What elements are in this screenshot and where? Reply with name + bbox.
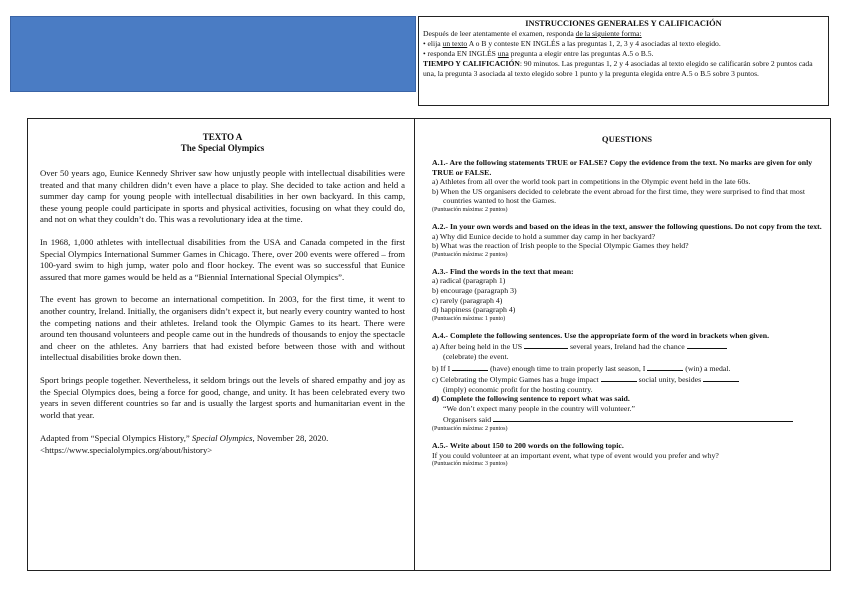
question-a4-item-a: a) After being held in the US several years, Ireland had the chance [432, 340, 822, 352]
question-a3-item-d: d) happiness (paragraph 4) [432, 305, 516, 315]
question-a2-points: (Puntuación máxima: 2 puntos) [432, 251, 508, 258]
question-a5-body: If you could volunteer at an important event, what type of event would you prefer and why? [432, 450, 719, 460]
blank-line [493, 413, 793, 422]
text-title: The Special Olympics [180, 143, 265, 153]
question-a5-heading: A.5.- Write about 150 to 200 words on the following topic. [432, 441, 624, 451]
blank-line [524, 340, 568, 349]
questions-column [432, 130, 822, 476]
text-paragraph-3: The event has grown to become an international competition. In 2003, for the first time, it went to another country, Ireland. Initially, the organisers didn’t expect it, but nearly every country wanted to host the competing nations and their athletes. Ireland took the Olympic Games to its heart. There were around ten thousand volunteers and people came out in the hundreds of thousands to enjoy the spectacle and cheer on the athletes. Any barriers that had existed before between those with and without intellectual disabilities broke down then. [40, 294, 405, 363]
blank-line [703, 373, 739, 382]
question-a4-item-d: d) Complete the following sentence to report what was said. [432, 394, 630, 404]
question-a2-item-b: b) What was the reaction of Irish people to the Special Olympic Games they held? [432, 241, 689, 251]
question-a4-quote: “We don’t expect many people in the country will volunteer.” [443, 403, 635, 413]
question-a4-heading: A.4.- Complete the following sentences. Use the appropriate form of the word in brackets when given. [432, 330, 770, 340]
text-label: TEXTO A [202, 132, 243, 142]
question-a4-item-c: c) Celebrating the Olympic Games has a huge impact social unity, besides [432, 373, 822, 385]
question-a2 [432, 222, 822, 259]
question-a1-points: (Puntuación máxima: 2 puntos) [432, 206, 508, 213]
question-a4-report-line: Organisers said [432, 413, 822, 425]
instructions-box [418, 16, 829, 106]
question-a5-points: (Puntuación máxima: 3 puntos) [432, 461, 508, 468]
question-a1-heading: A.1.- Are the following statements TRUE or FALSE? Copy the evidence from the text. No marks are given for only TRUE or FALSE. [432, 158, 813, 177]
instructions-title: INSTRUCCIONES GENERALES Y CALIFICACIÓN [525, 19, 722, 28]
blank-line [647, 362, 683, 371]
blank-line [687, 340, 727, 349]
instructions-line-1: Después de leer atentamente el examen, responda de la siguiente forma: [423, 29, 642, 38]
column-divider [414, 118, 415, 571]
question-a3 [432, 267, 822, 323]
text-source: Adapted from “Special Olympics History,” Special Olympics, November 28, 2020. <https://www.specialolympics.org/about/history> [40, 433, 329, 455]
question-a5 [432, 441, 822, 468]
question-a3-heading: A.3.- Find the words in the text that mean: [432, 266, 574, 276]
text-paragraph-1: Over 50 years ago, Eunice Kennedy Shriver saw how unjustly people with intellectual disabilities were treated and that many children didn’t even have a place to play. She decided to take action and held a summer day camp for young people with intellectual disabilities in her own backyard. In this camp, these young people could participate in sports and physical activities, focusing on what they could do, and not on what they couldn’t do. This was a revolutionary idea at the time. [40, 168, 405, 225]
question-a3-item-a: a) radical (paragraph 1) [432, 276, 506, 286]
question-a2-heading: A.2.- In your own words and based on the ideas in the text, answer the following questions. Do not copy from the text. [432, 221, 822, 231]
question-a4-points: (Puntuación máxima: 2 puntos) [432, 426, 508, 433]
question-a1 [432, 158, 822, 214]
header-blue-box [10, 16, 416, 92]
reading-text-column [40, 130, 405, 467]
question-a3-points: (Puntuación máxima: 1 punto) [432, 315, 506, 322]
instructions-line-3: • responda EN INGLÉS una pregunta a elegir entre las preguntas A.5 o B.5. [423, 49, 654, 58]
question-a3-item-b: b) encourage (paragraph 3) [432, 285, 517, 295]
question-a4-item-c-cont: (imply) economic profit for the hosting country. [443, 384, 593, 394]
question-a1-item-b: b) When the US organisers decided to celebrate the event abroad for the first time, they were surprised to find that most countries wanted to host the Games. [432, 186, 805, 206]
instructions-line-2: • elija un texto A o B y conteste EN INGLÉS a las preguntas 1, 2, 3 y 4 asociadas al texto elegido. [423, 39, 721, 48]
question-a4-item-b: b) If I (have) enough time to train properly last season, I (win) a medal. [432, 363, 731, 373]
questions-title: QUESTIONS [601, 134, 653, 144]
question-a4 [432, 331, 822, 433]
question-a4-item-a-cont: (celebrate) the event. [443, 351, 509, 361]
blank-line [452, 362, 488, 371]
question-a2-item-a: a) Why did Eunice decide to hold a summer day camp in her backyard? [432, 231, 656, 241]
question-a1-item-a: a) Athletes from all over the world took part in competitions in the Olympic event held in the late 60s. [432, 177, 751, 187]
instructions-line-4: TIEMPO Y CALIFICACIÓN: 90 minutos. Las preguntas 1, 2 y 4 asociadas al texto elegido se calificarán sobre 2 puntos cada una, la pregunta 3 asociada al texto elegido sobre 1 punto y la pregunta elegida entre A.5 o B.5 sobre 3 puntos. [423, 59, 813, 78]
blank-line [601, 373, 637, 382]
text-paragraph-2: In 1968, 1,000 athletes with intellectual disabilities from the USA and Canada competed in the first Special Olympics International Summer Games in Chicago. There, over 200 events were offered – from 100-yard swim to high jump, water polo and floor hockey. The event was so successful that Eunice assured that more games would be held as a “Biennial International Special Olympics”. [40, 236, 405, 282]
text-paragraph-4: Sport brings people together. Nevertheless, it seldom brings out the levels of shared empathy and joy as the Special Olympics does, being a force for good, change, and unity. It has been celebrated every two years in seven different countries so far and is usually the largest sports and humanitarian event in the world that year. [40, 374, 405, 420]
question-a3-item-c: c) rarely (paragraph 4) [432, 295, 503, 305]
